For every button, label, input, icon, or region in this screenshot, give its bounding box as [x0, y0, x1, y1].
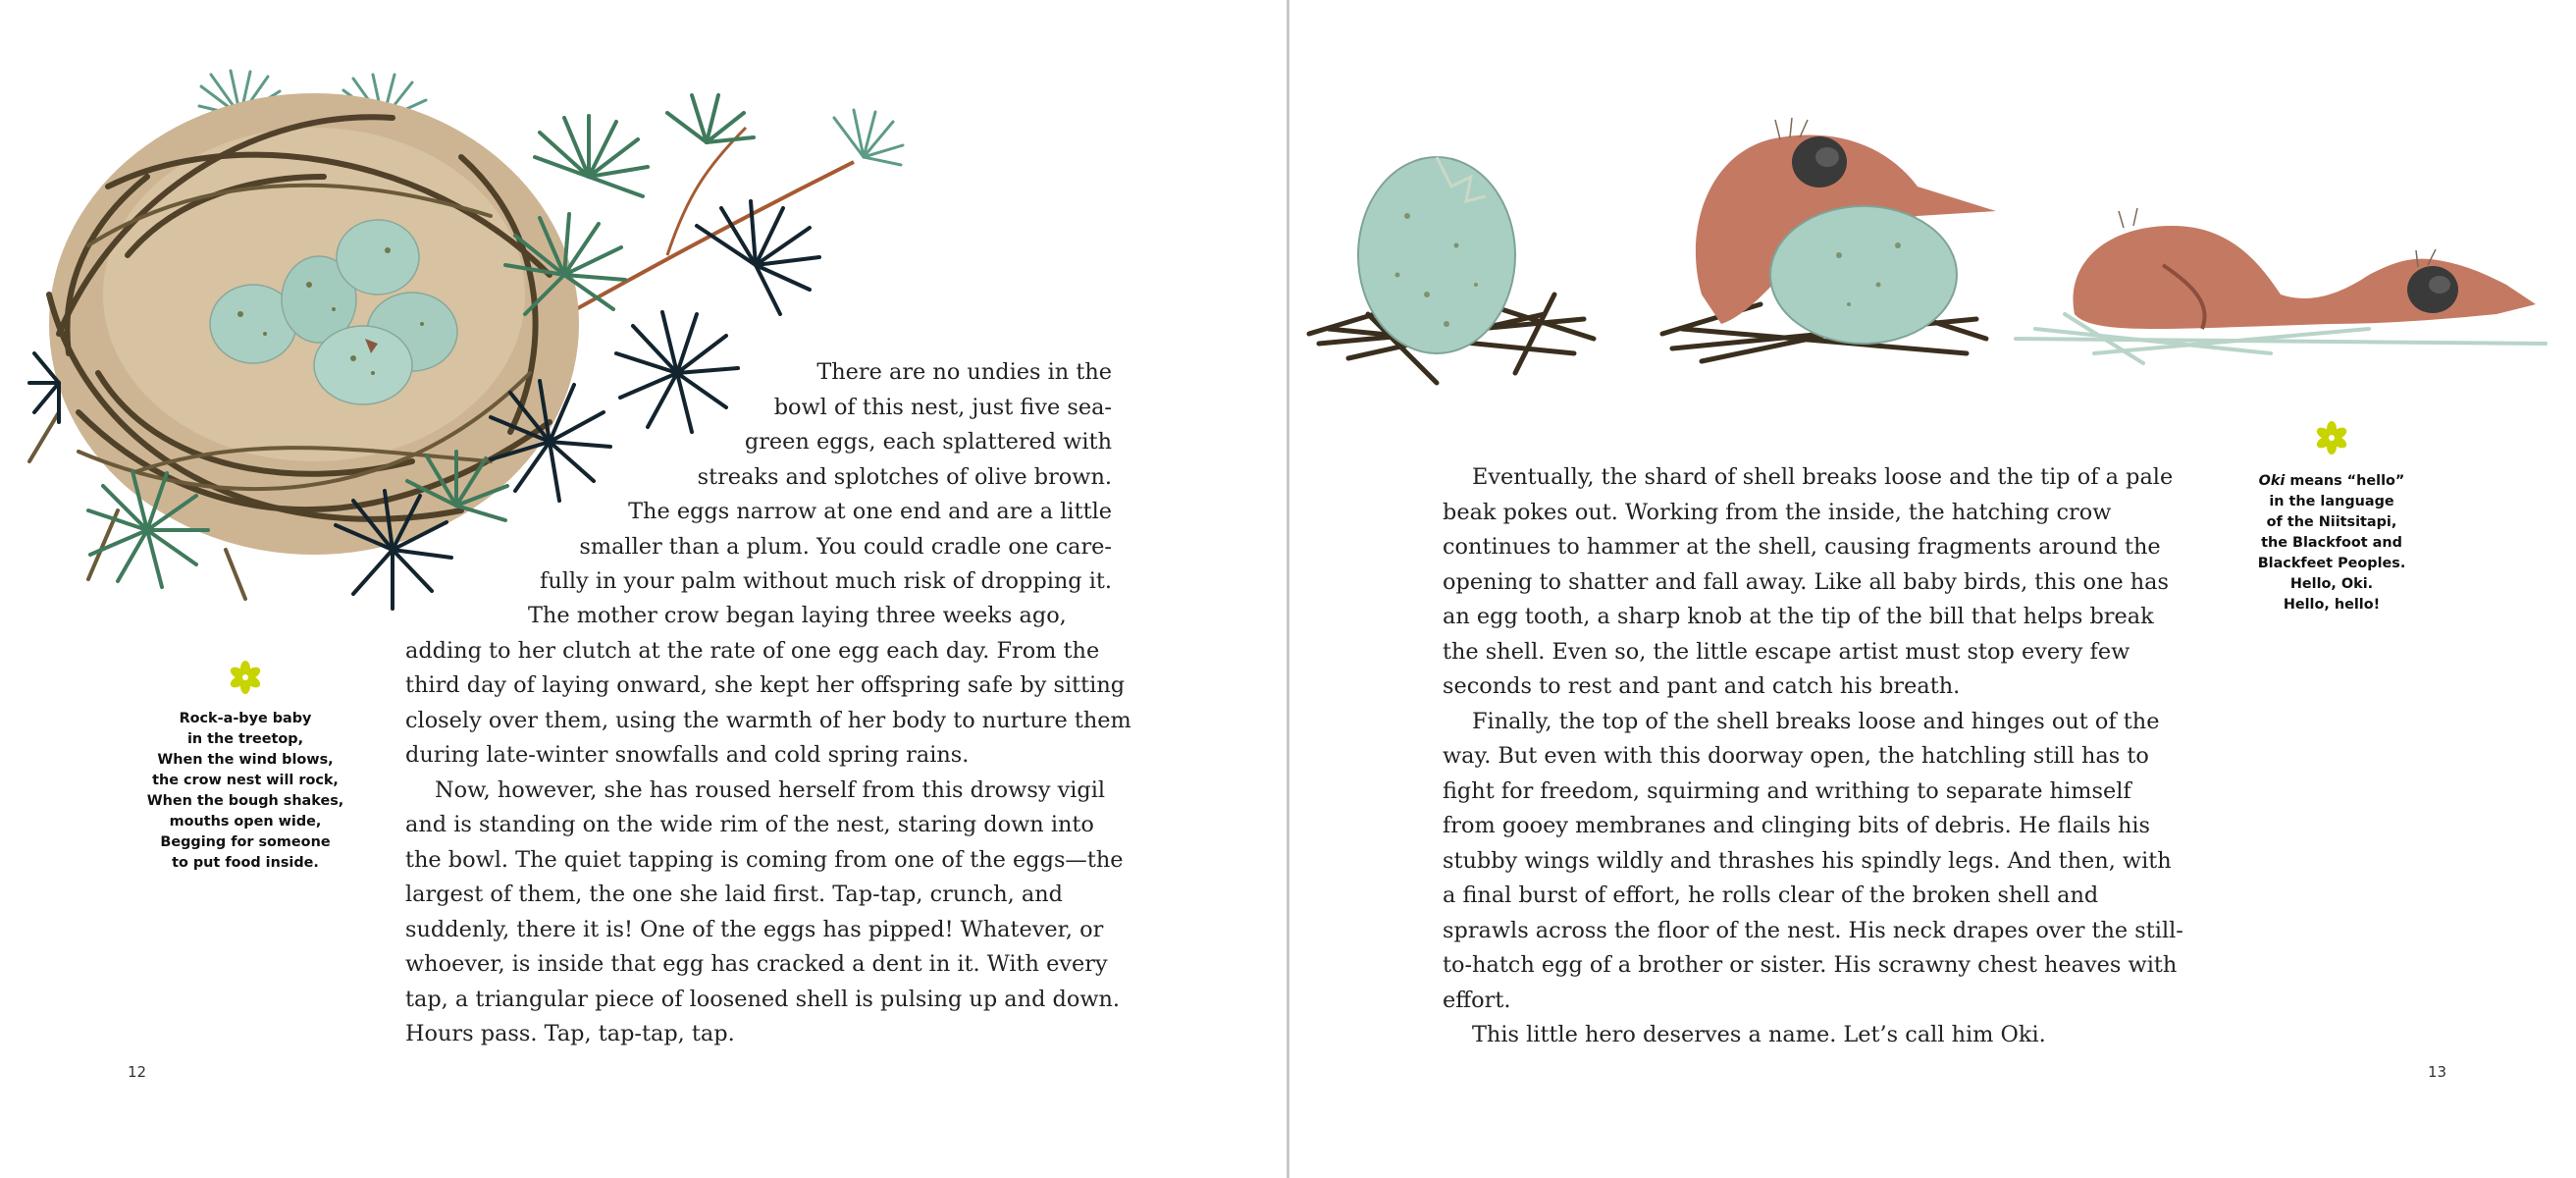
wrapped-line: The eggs narrow at one end and are a little: [628, 499, 1112, 524]
paragraph: Finally, the top of the shell breaks loose and hinges out of the way. But even with this doorway open, the hatchling still has to fight for freedom, squirming and writhing to separate himself from gooey membranes and clinging bits of debris. He flails his stubby wings wildly and thrashes his spindly legs. And then, with a final burst of effort, he rolls clear of the broken shell and sprawls across the floor of the nest. His neck drapes over the still-to-hatch egg of a brother or sister. His scrawny chest heaves with effort.: [1443, 708, 2183, 1013]
paragraph: Now, however, she has roused herself from this drowsy vigil and is standing on the wide rim of the nest, staring down into the bowl. The quiet tapping is coming from one of the eggs—the largest of them, the one she laid first. Tap-tap, crunch, and suddenly, there it is! One of the eggs has pipped! Whatever, or whoever, is inside that egg has cracked a dent in it. With every tap, a triangular piece of loosened shell is pulsing up and down. Hours pass. Tap, tap-tap, tap.: [405, 776, 1124, 1046]
sidebar-line: When the wind blows,: [157, 752, 334, 768]
right-page: [1289, 0, 2576, 1178]
sidebar-italic-word: Oki: [2258, 473, 2286, 489]
sidebar-line: Begging for someone: [160, 834, 331, 850]
sidebar-line: the Blackfoot and: [2261, 535, 2402, 551]
sidebar-line: in the language: [2269, 494, 2394, 509]
wrapped-line: bowl of this nest, just five sea-: [773, 394, 1112, 420]
sidebar-line: Rock-a-bye baby: [179, 711, 312, 726]
wrapped-line: fully in your palm without much risk of dropping it.: [540, 568, 1112, 594]
page-number: 12: [128, 1063, 147, 1081]
sidebar-oki-note: [2214, 471, 2449, 616]
hatching-sequence-illustration: [1289, 118, 2555, 412]
left-page: [0, 0, 1287, 1178]
flower-icon: [228, 660, 263, 695]
sidebar-line: Blackfeet Peoples.: [2257, 556, 2406, 571]
sidebar-line: Hello, hello!: [2283, 597, 2381, 613]
sidebar-line: Hello, Oki.: [2289, 576, 2374, 592]
paragraph: Eventually, the shard of shell breaks loose and the tip of a pale beak pokes out. Working from the inside, the hatching crow continues to hammer at the shell, causing fragments around the opening to shatter and fall away. Like all baby birds, this one has an egg tooth, a sharp knob at the tip of the bill that helps break the shell. Even so, the little escape artist must stop every few seconds to rest and pant and catch his breath.: [1443, 464, 2174, 699]
flower-icon: [2314, 420, 2349, 455]
sidebar-line: to put food inside.: [172, 855, 319, 871]
sidebar-rhyme: [128, 709, 363, 874]
wrapped-line: streaks and splotches of olive brown.: [697, 463, 1112, 490]
wrapped-paragraph-lines: [432, 355, 1112, 600]
paragraph: This little hero deserves a name. Let’s call him Oki.: [1472, 1022, 2046, 1047]
body-text-column: [405, 599, 1136, 1052]
sidebar-first-line-rest: means “hello”: [2285, 473, 2405, 489]
wrapped-line: There are no undies in the: [816, 359, 1112, 385]
wrapped-line: green eggs, each splattered with: [744, 429, 1112, 455]
sidebar-first-line: [2214, 471, 2449, 492]
body-text-column: [1443, 460, 2188, 1053]
sidebar-line: the crow nest will rock,: [152, 773, 339, 788]
sidebar-line: of the Niitsitapi,: [2266, 514, 2397, 530]
page-number: 13: [2428, 1063, 2447, 1081]
sidebar-line: in the treetop,: [186, 731, 304, 747]
wrapped-line: smaller than a plum. You could cradle one care-: [579, 533, 1112, 560]
paragraph: The mother crow began laying three weeks ago, adding to her clutch at the rate of one egg each day. From the third day of laying onward, she kept her offspring safe by sitting closely over them, using the warmth of her body to nurture them during late-winter snowfalls and cold spring rains.: [405, 603, 1131, 768]
sidebar-line: When the bough shakes,: [146, 793, 344, 809]
sidebar-line: mouths open wide,: [169, 814, 322, 830]
